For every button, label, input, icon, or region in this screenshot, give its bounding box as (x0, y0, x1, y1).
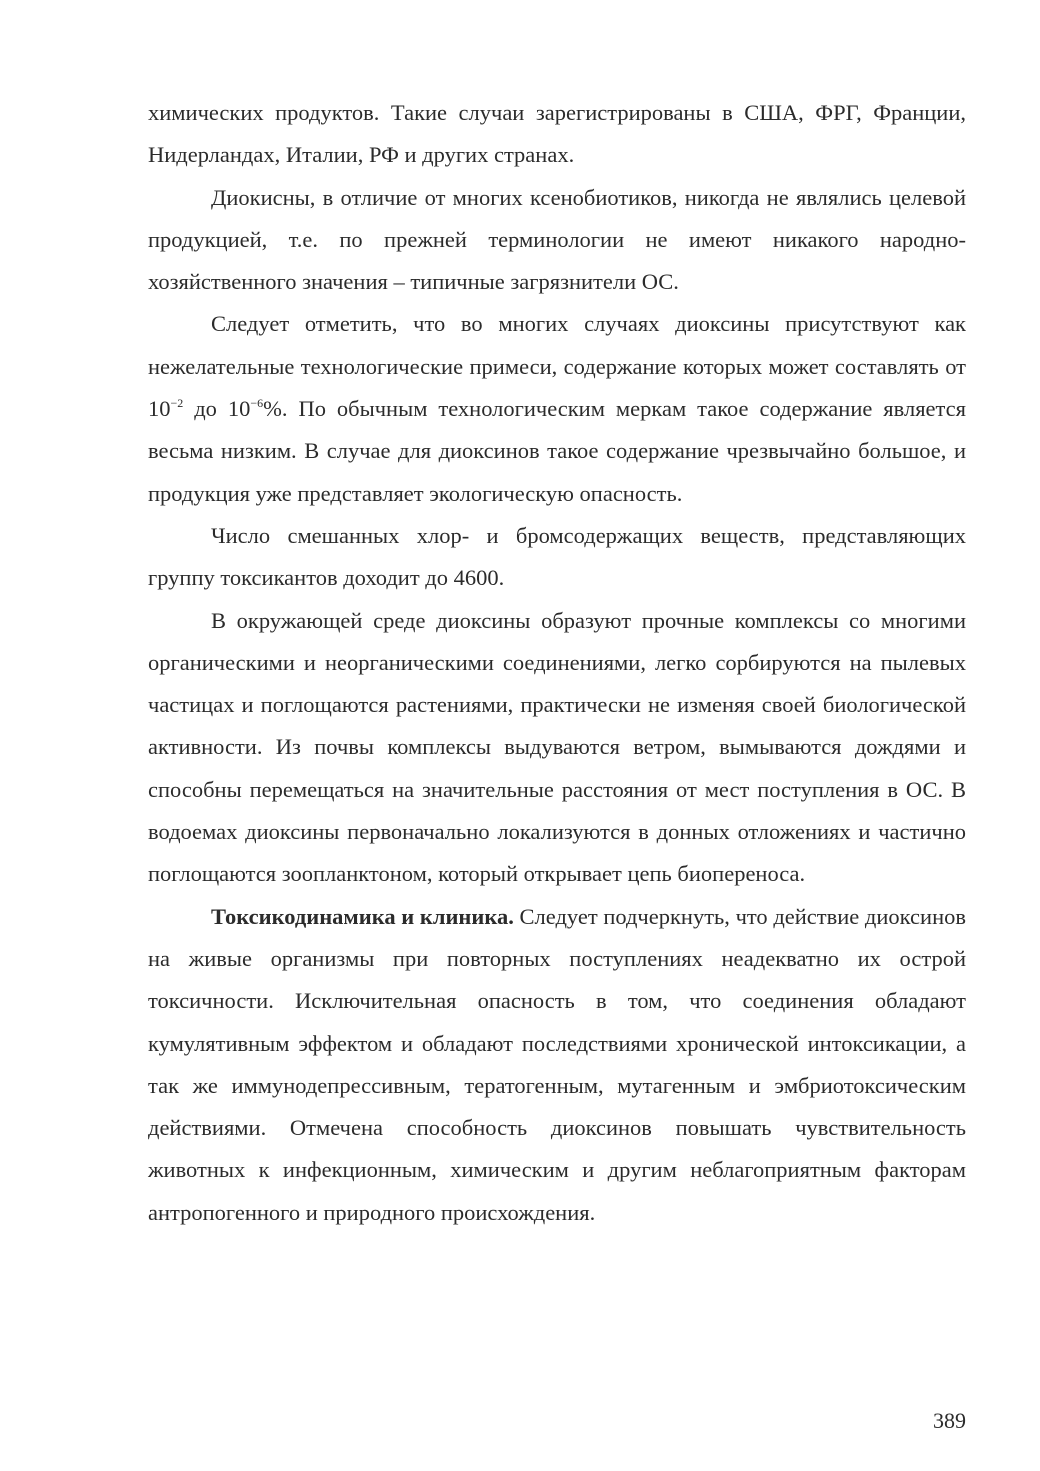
paragraph-toxicodynamics (148, 896, 966, 1234)
paragraph-environment: В окружающей среде диоксины образуют прочные комплексы со многими органическими и неорганическими соединениями, легко сорбируются на пылевых частицах и поглощаются растениями, практически не изменяя своей биологической активности. Из почвы комплексы выдуваются ветром, вымываются дождями и способны перемещаться на значительные расстояния от мест поступления в ОС. В водоемах диоксины первоначально локализуются в донных отложениях и частично поглощаются зоопланктоном, который открывает цепь биопереноса. (148, 607, 966, 887)
page-number: 389 (933, 1408, 966, 1433)
page-body (148, 92, 966, 1234)
section-heading: Токсикодинамика и клиника. (211, 903, 514, 929)
impurities-text-3: %. По обычным технологическим меркам такое содержание является весьма низким. В случае для диоксинов такое содержание чрезвычайно большое, и продукция уже представляет экологическую опасность. (148, 396, 966, 506)
exponent-1: −2 (170, 396, 184, 411)
paragraph-continuation: химических продуктов. Такие случаи зарегистрированы в США, ФРГ, Франции, Нидерландах, Италии, РФ и других странах. (148, 100, 966, 168)
exponent-2: −6 (250, 396, 264, 411)
paragraph-impurities (148, 303, 966, 514)
impurities-text-2: до 10 (183, 396, 251, 422)
toxicodynamics-text: Следует подчеркнуть, что действие диоксинов на живые организмы при повторных поступлениях неадекватно их острой токсичности. Исключительная опасность в том, что соединения обладают кумулятивным эффектом и обладают последствиями хронической интоксикации, а так же иммунодепрессивным, тератогенным, мутагенным и эмбриотоксическим действиями. Отмечена способность диоксинов повышать чувствительность животных к инфекционным, химическим и другим неблагоприятным факторам антропогенного и природного происхождения. (148, 903, 966, 1225)
paragraph-toxicant-count: Число смешанных хлор- и бромсодержащих веществ, представляющих группу токсикантов доходит до 4600. (148, 522, 966, 591)
paragraph-dioxins-not-target: Диокисны, в отличие от многих ксенобиотиков, никогда не являлись целевой продукцией, т.е. по прежней терминологии не имеют никакого народно-хозяйственного значения – типичные загрязнители ОС. (148, 184, 966, 295)
impurities-text-1: Следует отметить, что во многих случаях диоксины присутствуют как нежелательные технологические примеси, содержание которых может составлять от 10 (148, 311, 966, 422)
